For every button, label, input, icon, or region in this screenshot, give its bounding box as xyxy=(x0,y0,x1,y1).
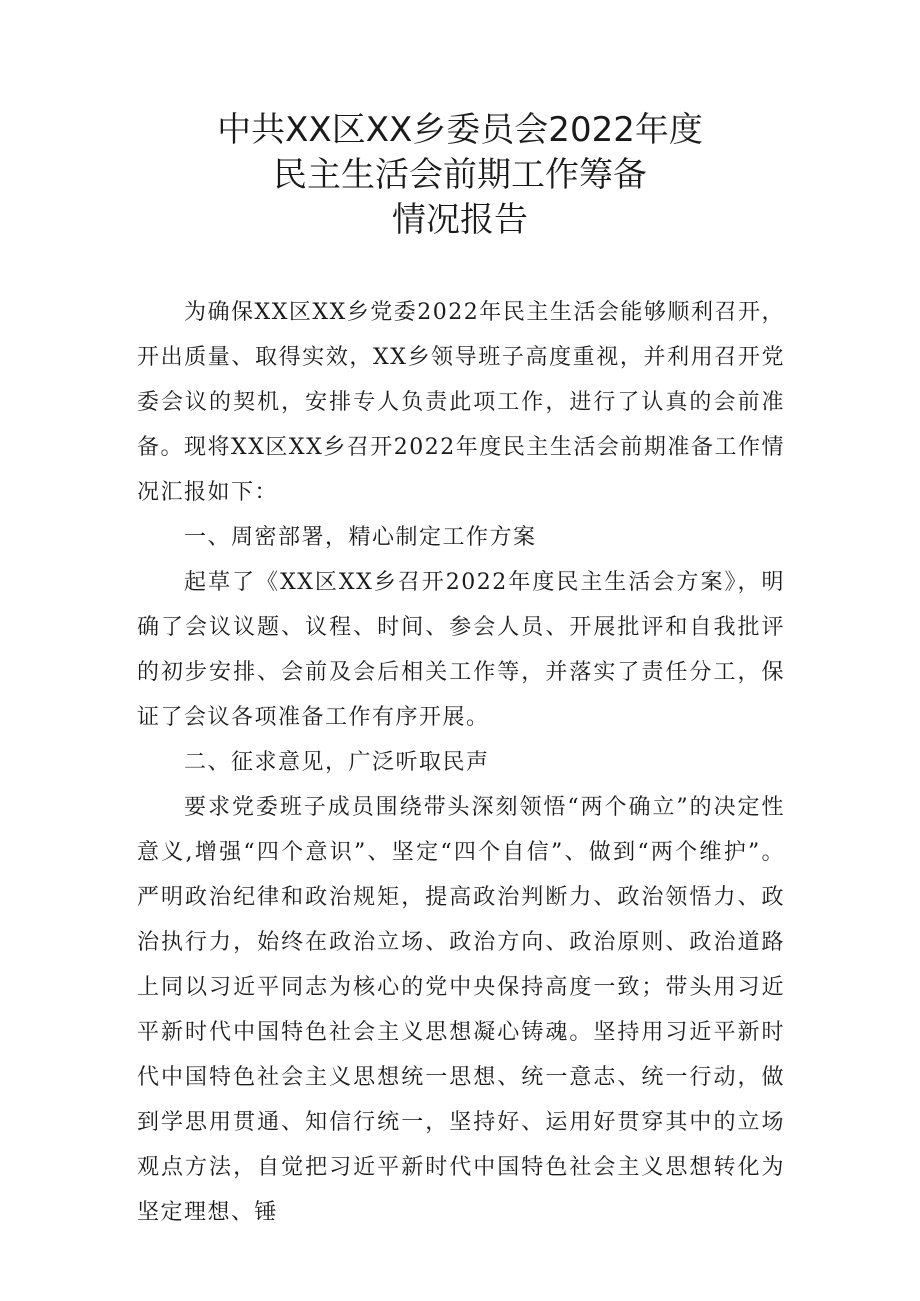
section-1-heading: 一、周密部署，精心制定工作方案 xyxy=(184,525,537,550)
title-line-2: 民主生活会前期工作筹备 xyxy=(273,155,647,195)
section-1-paragraph: 起草了《XX区XX乡召开2022年度民主生活会方案》，明确了会议议题、议程、时间、参会人员、开展批评和自我批评的初步安排、会前及会后相关工作等，并落实了责任分工，保证了会议各项准备工作有序开展。 xyxy=(137,570,785,730)
section-2-paragraph: 要求党委班子成员围绕带头深刻领悟“两个确立”的决定性意义,增强“四个意识”、坚定“四个自信”、做到“两个维护”。严明政治纪律和政治规矩，提高政治判断力、政治领悟力、政治执行力，始终在政治立场、政治方向、政治原则、政治道路上同以习近平同志为核心的党中央保持高度一致；带头用习近平新时代中国特色社会主义思想凝心铸魂。坚持用习近平新时代中国特色社会主义思想统一思想、统一意志、统一行动，做到学思用贯通、知信行统一，坚持好、运用好贯穿其中的立场观点方法，自觉把习近平新时代中国特色社会主义思想转化为坚定理想、锤 xyxy=(137,795,785,1225)
intro-paragraph: 为确保XX区XX乡党委2022年民主生活会能够顺利召开，开出质量、取得实效，XX乡领导班子高度重视，并利用召开党委会议的契机，安排专人负责此项工作，进行了认真的会前准备。现将XX区XX乡召开2022年度民主生活会前期准备工作情况汇报如下： xyxy=(137,300,785,505)
document-title xyxy=(0,108,920,243)
document-body xyxy=(137,290,785,1235)
title-line-3: 情况报告 xyxy=(392,200,528,240)
section-2-heading: 二、征求意见，广泛听取民声 xyxy=(184,750,490,775)
title-line-1: 中共XX区XX乡委员会2022年度 xyxy=(217,110,703,150)
